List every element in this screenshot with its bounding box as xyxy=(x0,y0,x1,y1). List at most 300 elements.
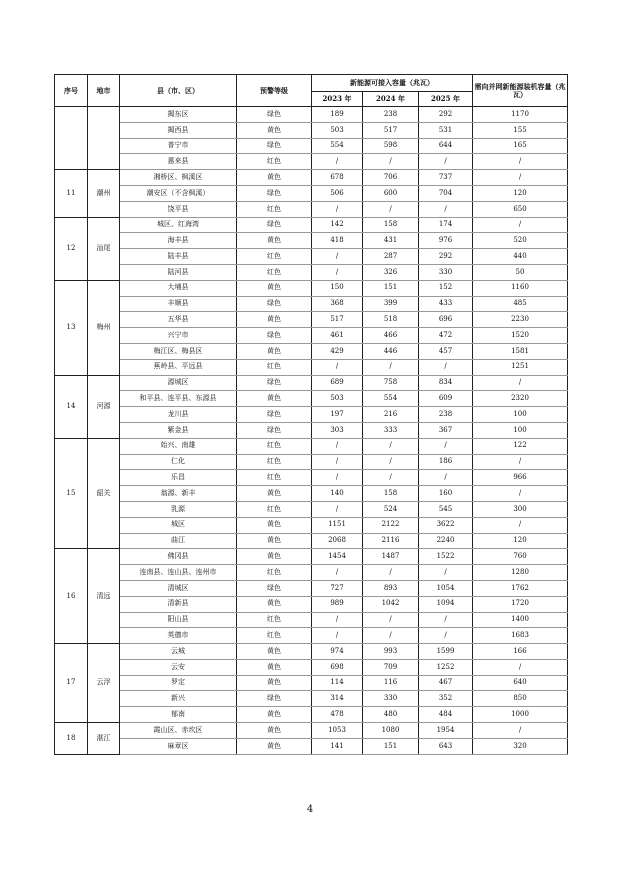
cell-2024: 216 xyxy=(363,407,419,423)
cell-county: 源城区 xyxy=(120,375,237,391)
cell-2023: 461 xyxy=(312,328,363,344)
cell-2025: 643 xyxy=(419,738,473,754)
cell-county: 饶平县 xyxy=(120,201,237,217)
cell-2025: / xyxy=(419,201,473,217)
cell-warning-level: 绿色 xyxy=(237,580,312,596)
cell-2024: 326 xyxy=(363,264,419,280)
cell-2025: 1522 xyxy=(419,549,473,565)
cell-grid-capacity: 485 xyxy=(473,296,568,312)
cell-2023: 142 xyxy=(312,217,363,233)
cell-grid-capacity: 1000 xyxy=(473,707,568,723)
cell-2024: 758 xyxy=(363,375,419,391)
cell-2023: / xyxy=(312,454,363,470)
cell-county: 新兴 xyxy=(120,691,237,707)
cell-grid-capacity: 1581 xyxy=(473,343,568,359)
cell-warning-level: 黄色 xyxy=(237,707,312,723)
cell-warning-level: 黄色 xyxy=(237,675,312,691)
cell-warning-level: 黄色 xyxy=(237,533,312,549)
table-row xyxy=(55,375,568,391)
table-row xyxy=(55,565,568,581)
cell-county: 曲江 xyxy=(120,533,237,549)
cell-2023: 727 xyxy=(312,580,363,596)
cell-county: 阳山县 xyxy=(120,612,237,628)
cell-grid-capacity: 120 xyxy=(473,533,568,549)
cell-city xyxy=(88,107,120,170)
table-row xyxy=(55,644,568,660)
cell-2025: 433 xyxy=(419,296,473,312)
cell-county: 海丰县 xyxy=(120,233,237,249)
cell-grid-capacity: / xyxy=(473,659,568,675)
cell-2025: 834 xyxy=(419,375,473,391)
cell-2024: 431 xyxy=(363,233,419,249)
cell-grid-capacity: 1762 xyxy=(473,580,568,596)
cell-warning-level: 绿色 xyxy=(237,217,312,233)
cell-warning-level: 黄色 xyxy=(237,738,312,754)
table-row xyxy=(55,596,568,612)
cell-county: 麻章区 xyxy=(120,738,237,754)
cell-county: 梅江区、梅县区 xyxy=(120,343,237,359)
cell-county: 紫金县 xyxy=(120,422,237,438)
header-city: 地市 xyxy=(88,75,120,107)
cell-county: 清新县 xyxy=(120,596,237,612)
cell-warning-level: 绿色 xyxy=(237,691,312,707)
cell-2025: 174 xyxy=(419,217,473,233)
cell-warning-level: 黄色 xyxy=(237,486,312,502)
cell-county: 大埔县 xyxy=(120,280,237,296)
cell-2025: 352 xyxy=(419,691,473,707)
cell-warning-level: 红色 xyxy=(237,249,312,265)
cell-grid-capacity: / xyxy=(473,154,568,170)
table-row xyxy=(55,628,568,644)
cell-county: 龙川县 xyxy=(120,407,237,423)
cell-grid-capacity: 166 xyxy=(473,644,568,660)
cell-county: 清城区 xyxy=(120,580,237,596)
cell-warning-level: 黄色 xyxy=(237,280,312,296)
cell-2025: 467 xyxy=(419,675,473,691)
cell-county: 和平县、连平县、东源县 xyxy=(120,391,237,407)
cell-2023: / xyxy=(312,249,363,265)
cell-warning-level: 红色 xyxy=(237,359,312,375)
cell-seq: 17 xyxy=(55,644,88,723)
table-row xyxy=(55,249,568,265)
cell-county: 城区 xyxy=(120,517,237,533)
cell-2025: 1094 xyxy=(419,596,473,612)
cell-city: 汕尾 xyxy=(88,217,120,280)
cell-2024: / xyxy=(363,612,419,628)
cell-2025: 330 xyxy=(419,264,473,280)
table-row xyxy=(55,201,568,217)
cell-2023: / xyxy=(312,438,363,454)
cell-2024: 1042 xyxy=(363,596,419,612)
table-row xyxy=(55,533,568,549)
cell-grid-capacity: 1400 xyxy=(473,612,568,628)
cell-2023: 478 xyxy=(312,707,363,723)
cell-2025: 186 xyxy=(419,454,473,470)
cell-2024: 238 xyxy=(363,107,419,123)
cell-2025: / xyxy=(419,438,473,454)
cell-grid-capacity: / xyxy=(473,375,568,391)
cell-grid-capacity: 1280 xyxy=(473,565,568,581)
header-capacity: 新能源可接入容量（兆瓦） xyxy=(312,75,473,92)
cell-2025: 292 xyxy=(419,107,473,123)
table-row xyxy=(55,217,568,233)
cell-2023: 140 xyxy=(312,486,363,502)
cell-2024: 517 xyxy=(363,122,419,138)
cell-2023: 1151 xyxy=(312,517,363,533)
cell-county: 惠来县 xyxy=(120,154,237,170)
cell-city: 梅州 xyxy=(88,280,120,375)
table-row xyxy=(55,612,568,628)
cell-2025: 292 xyxy=(419,249,473,265)
cell-2023: / xyxy=(312,470,363,486)
cell-county: 蕉岭县、平远县 xyxy=(120,359,237,375)
table-row xyxy=(55,470,568,486)
cell-county: 乳源 xyxy=(120,501,237,517)
cell-warning-level: 黄色 xyxy=(237,233,312,249)
cell-grid-capacity: 1170 xyxy=(473,107,568,123)
cell-city: 潮州 xyxy=(88,170,120,217)
header-grid-capacity: 需向并网新能源装机容量（兆瓦） xyxy=(473,75,568,107)
cell-seq xyxy=(55,107,88,170)
table-row xyxy=(55,580,568,596)
cell-county: 英德市 xyxy=(120,628,237,644)
cell-seq: 14 xyxy=(55,375,88,438)
cell-warning-level: 黄色 xyxy=(237,312,312,328)
cell-grid-capacity: 760 xyxy=(473,549,568,565)
cell-2025: 3622 xyxy=(419,517,473,533)
cell-grid-capacity: / xyxy=(473,486,568,502)
cell-grid-capacity: 122 xyxy=(473,438,568,454)
table-row xyxy=(55,343,568,359)
table-row xyxy=(55,659,568,675)
cell-2023: 189 xyxy=(312,107,363,123)
cell-warning-level: 红色 xyxy=(237,628,312,644)
cell-county: 佛冈县 xyxy=(120,549,237,565)
cell-2024: 993 xyxy=(363,644,419,660)
page-number: 4 xyxy=(306,804,314,815)
cell-2024: 466 xyxy=(363,328,419,344)
cell-seq: 16 xyxy=(55,549,88,644)
cell-2023: / xyxy=(312,565,363,581)
cell-grid-capacity: 165 xyxy=(473,138,568,154)
table-row xyxy=(55,738,568,754)
table-row xyxy=(55,501,568,517)
cell-seq: 13 xyxy=(55,280,88,375)
cell-2025: / xyxy=(419,154,473,170)
cell-county: 仁化 xyxy=(120,454,237,470)
cell-county: 云安 xyxy=(120,659,237,675)
cell-2024: / xyxy=(363,154,419,170)
table-row xyxy=(55,438,568,454)
cell-grid-capacity: 2230 xyxy=(473,312,568,328)
cell-2024: 330 xyxy=(363,691,419,707)
cell-2025: 2240 xyxy=(419,533,473,549)
cell-county: 陆河县 xyxy=(120,264,237,280)
cell-seq: 12 xyxy=(55,217,88,280)
header-year-2023: 2023 年 xyxy=(312,92,363,107)
cell-county: 普宁市 xyxy=(120,138,237,154)
cell-2024: 399 xyxy=(363,296,419,312)
cell-grid-capacity: 120 xyxy=(473,185,568,201)
cell-2024: 709 xyxy=(363,659,419,675)
cell-2024: 333 xyxy=(363,422,419,438)
cell-warning-level: 红色 xyxy=(237,501,312,517)
cell-county: 湘桥区、枫溪区 xyxy=(120,170,237,186)
cell-warning-level: 黄色 xyxy=(237,549,312,565)
cell-2023: 1053 xyxy=(312,723,363,739)
cell-2025: 737 xyxy=(419,170,473,186)
cell-2024: 151 xyxy=(363,280,419,296)
cell-2024: 116 xyxy=(363,675,419,691)
cell-2023: / xyxy=(312,264,363,280)
table-row xyxy=(55,264,568,280)
cell-2025: 1054 xyxy=(419,580,473,596)
cell-grid-capacity: 1251 xyxy=(473,359,568,375)
cell-2023: / xyxy=(312,359,363,375)
header-warning-level: 预警等级 xyxy=(237,75,312,107)
cell-2024: 600 xyxy=(363,185,419,201)
cell-2023: 303 xyxy=(312,422,363,438)
cell-county: 连南县、连山县、连州市 xyxy=(120,565,237,581)
cell-county: 郁南 xyxy=(120,707,237,723)
table-row xyxy=(55,328,568,344)
table-row xyxy=(55,312,568,328)
cell-grid-capacity: 650 xyxy=(473,201,568,217)
cell-2023: / xyxy=(312,201,363,217)
cell-warning-level: 黄色 xyxy=(237,517,312,533)
cell-grid-capacity: 155 xyxy=(473,122,568,138)
cell-2025: / xyxy=(419,359,473,375)
cell-county: 五华县 xyxy=(120,312,237,328)
cell-warning-level: 黄色 xyxy=(237,723,312,739)
cell-2023: 698 xyxy=(312,659,363,675)
table-row xyxy=(55,233,568,249)
cell-2024: / xyxy=(363,438,419,454)
cell-2023: 506 xyxy=(312,185,363,201)
cell-2023: 114 xyxy=(312,675,363,691)
cell-2023: 503 xyxy=(312,122,363,138)
cell-2024: / xyxy=(363,201,419,217)
header-year-2024: 2024 年 xyxy=(363,92,419,107)
cell-city: 云浮 xyxy=(88,644,120,723)
cell-grid-capacity: / xyxy=(473,170,568,186)
cell-grid-capacity: 520 xyxy=(473,233,568,249)
cell-warning-level: 绿色 xyxy=(237,422,312,438)
table-row xyxy=(55,707,568,723)
table-row xyxy=(55,122,568,138)
cell-2024: 446 xyxy=(363,343,419,359)
table-row xyxy=(55,723,568,739)
cell-2023: 678 xyxy=(312,170,363,186)
header-seq: 序号 xyxy=(55,75,88,107)
cell-2025: 152 xyxy=(419,280,473,296)
cell-county: 霞山区、赤坎区 xyxy=(120,723,237,739)
cell-2025: 704 xyxy=(419,185,473,201)
cell-2024: 2122 xyxy=(363,517,419,533)
cell-2023: 554 xyxy=(312,138,363,154)
cell-grid-capacity: 1160 xyxy=(473,280,568,296)
cell-grid-capacity: 440 xyxy=(473,249,568,265)
cell-city: 湛江 xyxy=(88,723,120,755)
cell-warning-level: 绿色 xyxy=(237,375,312,391)
table-row xyxy=(55,675,568,691)
cell-2024: 1080 xyxy=(363,723,419,739)
cell-2023: / xyxy=(312,154,363,170)
cell-2024: 480 xyxy=(363,707,419,723)
cell-2024: / xyxy=(363,359,419,375)
cell-2025: 1599 xyxy=(419,644,473,660)
cell-2025: / xyxy=(419,470,473,486)
cell-grid-capacity: 100 xyxy=(473,422,568,438)
cell-grid-capacity: 850 xyxy=(473,691,568,707)
table-row xyxy=(55,138,568,154)
cell-2023: / xyxy=(312,612,363,628)
cell-county: 城区、红海湾 xyxy=(120,217,237,233)
cell-2024: / xyxy=(363,565,419,581)
cell-2024: 151 xyxy=(363,738,419,754)
cell-2024: 2116 xyxy=(363,533,419,549)
cell-city: 韶关 xyxy=(88,438,120,549)
cell-grid-capacity: 966 xyxy=(473,470,568,486)
cell-2024: 287 xyxy=(363,249,419,265)
cell-warning-level: 红色 xyxy=(237,565,312,581)
cell-warning-level: 绿色 xyxy=(237,328,312,344)
cell-2024: / xyxy=(363,454,419,470)
cell-2024: 1487 xyxy=(363,549,419,565)
table-row xyxy=(55,154,568,170)
cell-2024: 706 xyxy=(363,170,419,186)
table-row xyxy=(55,185,568,201)
cell-seq: 15 xyxy=(55,438,88,549)
cell-2024: / xyxy=(363,470,419,486)
cell-grid-capacity: 320 xyxy=(473,738,568,754)
table-row xyxy=(55,391,568,407)
cell-county: 翁源、新丰 xyxy=(120,486,237,502)
cell-2023: 150 xyxy=(312,280,363,296)
table-body xyxy=(55,107,568,755)
cell-2025: 1252 xyxy=(419,659,473,675)
table-row xyxy=(55,359,568,375)
cell-warning-level: 红色 xyxy=(237,470,312,486)
cell-warning-level: 绿色 xyxy=(237,107,312,123)
cell-2025: 160 xyxy=(419,486,473,502)
cell-warning-level: 黄色 xyxy=(237,391,312,407)
cell-grid-capacity: 1720 xyxy=(473,596,568,612)
cell-county: 揭东区 xyxy=(120,107,237,123)
cell-2025: / xyxy=(419,565,473,581)
table-row xyxy=(55,454,568,470)
cell-warning-level: 红色 xyxy=(237,154,312,170)
cell-county: 乐昌 xyxy=(120,470,237,486)
cell-warning-level: 黄色 xyxy=(237,122,312,138)
cell-2023: 989 xyxy=(312,596,363,612)
cell-county: 云城 xyxy=(120,644,237,660)
cell-2024: 518 xyxy=(363,312,419,328)
cell-2025: 976 xyxy=(419,233,473,249)
cell-county: 潮安区（不含枫溪） xyxy=(120,185,237,201)
cell-county: 揭西县 xyxy=(120,122,237,138)
cell-2025: 644 xyxy=(419,138,473,154)
cell-2024: 893 xyxy=(363,580,419,596)
cell-city: 清远 xyxy=(88,549,120,644)
table-row xyxy=(55,170,568,186)
table-row xyxy=(55,407,568,423)
cell-2023: 418 xyxy=(312,233,363,249)
cell-2025: 545 xyxy=(419,501,473,517)
cell-seq: 11 xyxy=(55,170,88,217)
cell-warning-level: 黄色 xyxy=(237,596,312,612)
capacity-table xyxy=(54,74,568,755)
cell-2025: 367 xyxy=(419,422,473,438)
cell-2023: 689 xyxy=(312,375,363,391)
cell-grid-capacity: / xyxy=(473,454,568,470)
header-year-2025: 2025 年 xyxy=(419,92,473,107)
cell-2023: 1454 xyxy=(312,549,363,565)
cell-warning-level: 红色 xyxy=(237,264,312,280)
cell-county: 兴宁市 xyxy=(120,328,237,344)
cell-city: 河源 xyxy=(88,375,120,438)
cell-warning-level: 黄色 xyxy=(237,343,312,359)
cell-2023: 429 xyxy=(312,343,363,359)
header-county: 县（市、区） xyxy=(120,75,237,107)
cell-warning-level: 绿色 xyxy=(237,138,312,154)
cell-2024: 598 xyxy=(363,138,419,154)
table-row xyxy=(55,517,568,533)
cell-grid-capacity: 2320 xyxy=(473,391,568,407)
cell-seq: 18 xyxy=(55,723,88,755)
cell-2025: 457 xyxy=(419,343,473,359)
cell-2024: 524 xyxy=(363,501,419,517)
cell-warning-level: 红色 xyxy=(237,438,312,454)
cell-2023: 503 xyxy=(312,391,363,407)
cell-grid-capacity: 300 xyxy=(473,501,568,517)
cell-grid-capacity: 1520 xyxy=(473,328,568,344)
cell-2025: / xyxy=(419,628,473,644)
cell-2024: / xyxy=(363,628,419,644)
table-row xyxy=(55,486,568,502)
cell-2025: 531 xyxy=(419,122,473,138)
cell-2023: 2068 xyxy=(312,533,363,549)
cell-warning-level: 黄色 xyxy=(237,170,312,186)
cell-county: 罗定 xyxy=(120,675,237,691)
cell-grid-capacity: / xyxy=(473,217,568,233)
table-row xyxy=(55,422,568,438)
cell-2023: 368 xyxy=(312,296,363,312)
table-row xyxy=(55,107,568,123)
cell-grid-capacity: 1683 xyxy=(473,628,568,644)
cell-county: 陆丰县 xyxy=(120,249,237,265)
cell-warning-level: 红色 xyxy=(237,201,312,217)
cell-county: 始兴、南雄 xyxy=(120,438,237,454)
cell-grid-capacity: / xyxy=(473,723,568,739)
cell-2024: 158 xyxy=(363,217,419,233)
cell-2025: 238 xyxy=(419,407,473,423)
cell-grid-capacity: 100 xyxy=(473,407,568,423)
cell-warning-level: 绿色 xyxy=(237,296,312,312)
cell-grid-capacity: / xyxy=(473,517,568,533)
cell-2025: 484 xyxy=(419,707,473,723)
cell-grid-capacity: 640 xyxy=(473,675,568,691)
cell-2023: / xyxy=(312,501,363,517)
table-row xyxy=(55,549,568,565)
cell-2023: 517 xyxy=(312,312,363,328)
table-row xyxy=(55,296,568,312)
cell-grid-capacity: 50 xyxy=(473,264,568,280)
cell-2025: 472 xyxy=(419,328,473,344)
cell-2025: 609 xyxy=(419,391,473,407)
cell-county: 丰顺县 xyxy=(120,296,237,312)
cell-2024: 158 xyxy=(363,486,419,502)
